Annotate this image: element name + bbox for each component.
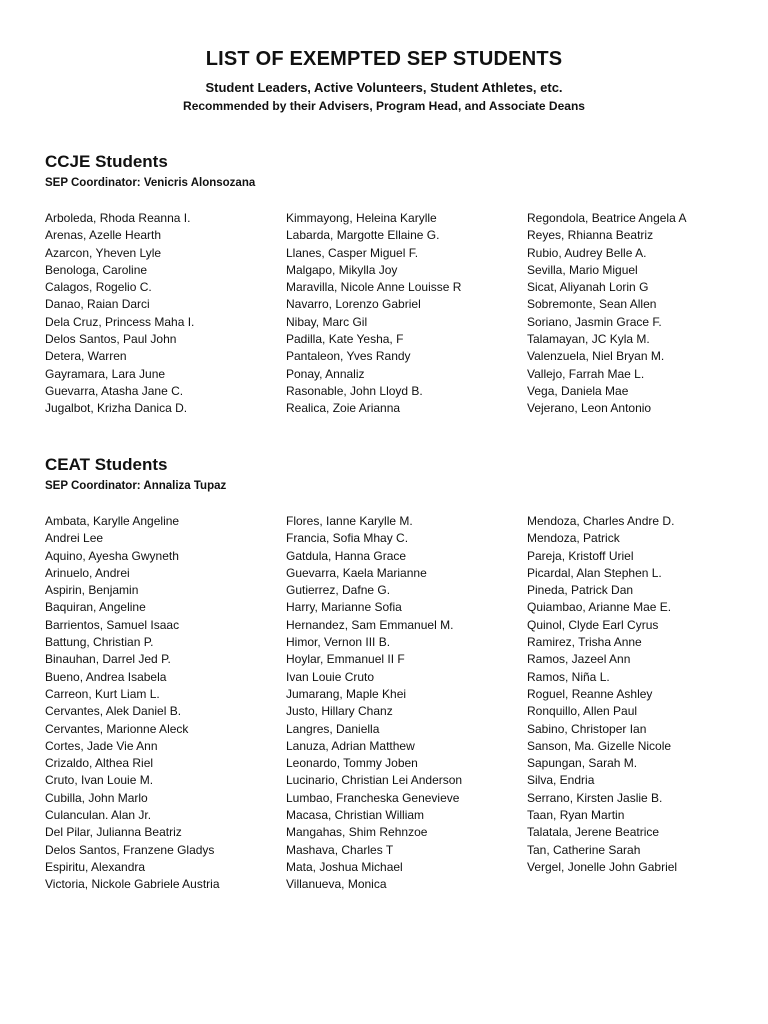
student-name: Delos Santos, Paul John	[45, 332, 177, 347]
student-name: Calagos, Rogelio C.	[45, 280, 152, 295]
student-name: Gayramara, Lara June	[45, 366, 166, 381]
student-name: Guevarra, Atasha Jane C.	[45, 383, 184, 398]
student-name: Cortes, Jade Vie Ann	[45, 738, 158, 753]
student-name: Ramos, Niña L.	[527, 669, 610, 684]
student-column	[45, 513, 220, 894]
student-column	[45, 210, 194, 418]
student-name: Ramos, Jazeel Ann	[527, 652, 631, 667]
student-name: Sicat, Aliyanah Lorin G	[527, 280, 649, 295]
student-name: Leonardo, Tommy Joben	[286, 756, 418, 771]
student-column	[527, 513, 677, 876]
student-name: Gutierrez, Dafne G.	[286, 583, 391, 598]
student-name: Flores, Ianne Karylle M.	[286, 514, 413, 528]
page-subtitle: Student Leaders, Active Volunteers, Student Athletes, etc.	[205, 80, 563, 95]
coordinator-line: SEP Coordinator: Annaliza Tupaz	[45, 480, 227, 492]
student-name: Ramirez, Trisha Anne	[527, 635, 642, 650]
student-name: Cervantes, Marionne Aleck	[45, 721, 189, 736]
student-name: Regondola, Beatrice Angela A	[527, 211, 687, 225]
student-name: Serrano, Kirsten Jaslie B.	[527, 790, 663, 805]
student-name: Battung, Christian P.	[45, 635, 154, 650]
student-name: Aquino, Ayesha Gwyneth	[45, 548, 179, 563]
student-name: Rasonable, John Lloyd B.	[286, 383, 423, 398]
student-name: Sabino, Christoper Ian	[527, 721, 647, 736]
student-name: Tan, Catherine Sarah	[527, 842, 641, 857]
student-name: Sobremonte, Sean Allen	[527, 297, 657, 312]
student-name: Mendoza, Charles Andre D.	[527, 514, 675, 528]
student-name: Kimmayong, Heleina Karylle	[286, 211, 437, 225]
student-column	[286, 210, 461, 418]
student-name: Delos Santos, Franzene Gladys	[45, 842, 215, 857]
student-name: Baquiran, Angeline	[45, 600, 146, 615]
student-name: Bueno, Andrea Isabela	[45, 669, 167, 684]
student-name: Harry, Marianne Sofia	[286, 600, 402, 615]
student-name: Navarro, Lorenzo Gabriel	[286, 297, 421, 312]
student-name: Llanes, Casper Miguel F.	[286, 245, 419, 260]
student-name: Hoylar, Emmanuel II F	[286, 652, 405, 667]
student-name: Pareja, Kristoff Uriel	[527, 548, 634, 563]
page-note: Recommended by their Advisers, Program Head, and Associate Deans	[183, 99, 585, 113]
student-name: Detera, Warren	[45, 349, 127, 364]
student-name: Sanson, Ma. Gizelle Nicole	[527, 738, 672, 753]
student-name: Silva, Endria	[527, 773, 595, 788]
student-column	[527, 210, 686, 418]
student-name: Talatala, Jerene Beatrice	[527, 825, 660, 840]
student-name: Aspirin, Benjamin	[45, 583, 139, 598]
student-name: Valenzuela, Niel Bryan M.	[527, 349, 665, 364]
student-name: Labarda, Margotte Ellaine G.	[286, 228, 440, 243]
student-name: Quiambao, Arianne Mae E.	[527, 600, 672, 615]
student-name: Andrei Lee	[45, 531, 104, 546]
student-name: Lucinario, Christian Lei Anderson	[286, 773, 463, 788]
student-name: Cruto, Ivan Louie M.	[45, 773, 154, 788]
student-name: Vallejo, Farrah Mae L.	[527, 366, 645, 381]
student-name: Mata, Joshua Michael	[286, 859, 403, 874]
student-name: Arenas, Azelle Hearth	[45, 228, 162, 243]
student-name: Macasa, Christian William	[286, 808, 425, 823]
student-name: Francia, Sofia Mhay C.	[286, 531, 409, 546]
student-name: Picardal, Alan Stephen L.	[527, 565, 662, 580]
section-ceat	[45, 455, 745, 892]
student-name: Del Pilar, Julianna Beatriz	[45, 825, 182, 840]
student-name: Mangahas, Shim Rehnzoe	[286, 825, 428, 840]
student-name: Taan, Ryan Martin	[527, 808, 625, 823]
student-name: Villanueva, Monica	[286, 877, 387, 892]
student-name: Himor, Vernon III B.	[286, 635, 391, 650]
student-name: Maravilla, Nicole Anne Louisse R	[286, 280, 462, 295]
student-name: Rubio, Audrey Belle A.	[527, 245, 647, 260]
student-name: Crizaldo, Althea Riel	[45, 756, 154, 771]
student-column	[286, 513, 462, 894]
student-name: Culanculan. Alan Jr.	[45, 808, 152, 823]
student-name: Padilla, Kate Yesha, F	[286, 332, 404, 347]
student-name: Justo, Hillary Chanz	[286, 704, 393, 719]
student-name: Lanuza, Adrian Matthew	[286, 738, 415, 753]
student-name: Mendoza, Patrick	[527, 531, 620, 546]
student-name: Binauhan, Darrel Jed P.	[45, 652, 171, 667]
student-name: Azarcon, Yheven Lyle	[45, 245, 162, 260]
section-heading: CEAT Students	[45, 455, 168, 474]
student-name: Dela Cruz, Princess Maha I.	[45, 314, 195, 329]
student-name: Espiritu, Alexandra	[45, 859, 146, 874]
student-name: Cervantes, Alek Daniel B.	[45, 704, 182, 719]
page-title: LIST OF EXEMPTED SEP STUDENTS	[205, 48, 563, 70]
student-name: Carreon, Kurt Liam L.	[45, 686, 160, 701]
student-name: Pineda, Patrick Dan	[527, 583, 634, 598]
student-name: Cubilla, John Marlo	[45, 790, 148, 805]
student-name: Vergel, Jonelle John Gabriel	[527, 859, 678, 874]
student-name: Arboleda, Rhoda Reanna I.	[45, 211, 191, 225]
student-name: Ronquillo, Allen Paul	[527, 704, 638, 719]
student-name: Quinol, Clyde Earl Cyrus	[527, 617, 659, 632]
student-name: Vejerano, Leon Antonio	[527, 401, 652, 416]
student-name: Jumarang, Maple Khei	[286, 686, 407, 701]
student-name: Ambata, Karylle Angeline	[45, 514, 180, 528]
section-ccje	[45, 152, 745, 416]
student-name: Jugalbot, Krizha Danica D.	[45, 401, 188, 416]
student-name: Lumbao, Francheska Genevieve	[286, 790, 460, 805]
student-name: Realica, Zoie Arianna	[286, 401, 401, 416]
student-name: Soriano, Jasmin Grace F.	[527, 314, 662, 329]
student-name: Mashava, Charles T	[286, 842, 394, 857]
student-name: Ponay, Annaliz	[286, 366, 365, 381]
student-name: Roguel, Reanne Ashley	[527, 686, 653, 701]
student-name: Nibay, Marc Gil	[286, 314, 368, 329]
section-heading: CCJE Students	[45, 152, 168, 171]
coordinator-line: SEP Coordinator: Venicris Alonsozana	[45, 177, 256, 189]
student-name: Hernandez, Sam Emmanuel M.	[286, 617, 454, 632]
student-name: Gatdula, Hanna Grace	[286, 548, 407, 563]
student-name: Arinuelo, Andrei	[45, 565, 130, 580]
student-name: Talamayan, JC Kyla M.	[527, 332, 650, 347]
student-name: Malgapo, Mikylla Joy	[286, 262, 398, 277]
student-name: Sevilla, Mario Miguel	[527, 262, 638, 277]
student-name: Langres, Daniella	[286, 721, 380, 736]
student-name: Vega, Daniela Mae	[527, 383, 629, 398]
student-name: Sapungan, Sarah M.	[527, 756, 638, 771]
student-name: Pantaleon, Yves Randy	[286, 349, 411, 364]
student-name: Benologa, Caroline	[45, 262, 148, 277]
student-name: Reyes, Rhianna Beatriz	[527, 228, 654, 243]
student-name: Ivan Louie Cruto	[286, 669, 375, 684]
student-name: Danao, Raian Darci	[45, 297, 150, 312]
student-name: Barrientos, Samuel Isaac	[45, 617, 180, 632]
student-name: Victoria, Nickole Gabriele Austria	[45, 877, 220, 892]
student-name: Guevarra, Kaela Marianne	[286, 565, 427, 580]
